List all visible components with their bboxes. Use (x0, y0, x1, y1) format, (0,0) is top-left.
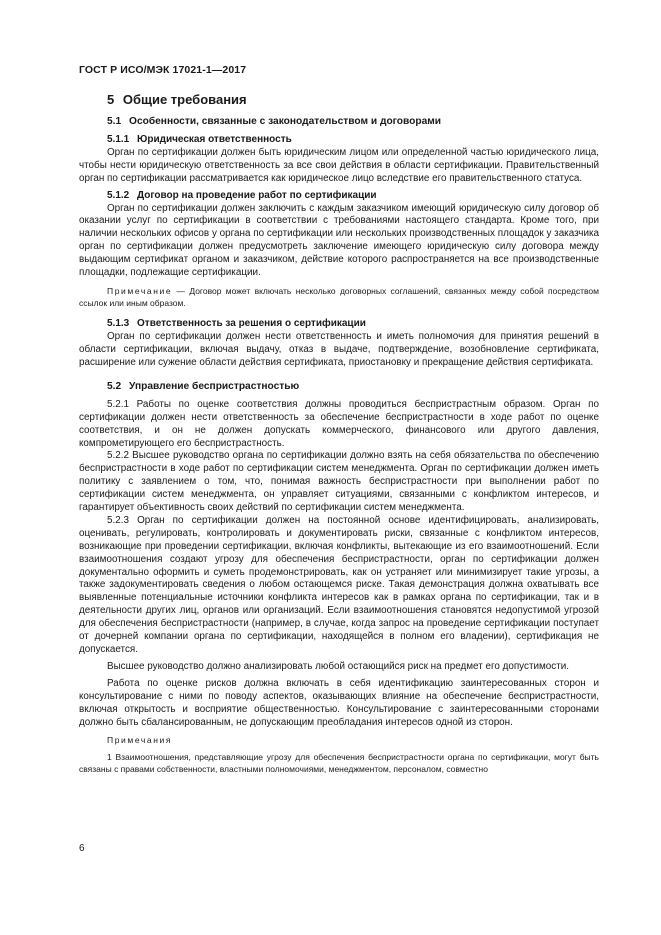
section-5-1-2-heading (107, 190, 599, 203)
paragraph: Высшее руководство должно анализировать любой остающийся риск на предмет его допустимости. (107, 660, 569, 672)
section-5-2-heading (107, 380, 599, 393)
note (79, 286, 599, 309)
note-label: Примечание (107, 285, 173, 296)
section-5-1-3-heading (107, 318, 599, 331)
note-text: — Договор может включать несколько договорных соглашений, связанных между собой посредством ссылок или иным образом. (79, 285, 599, 308)
section-title: Ответственность за решения о сертификации (137, 318, 366, 330)
paragraph: Орган по сертификации должен быть юридическим лицом или определенной частью юридического лица, чтобы нести юридическую ответственность за все свои действия в области сертификации. Правительственный орган по сертификации рассматривается как юридическое лицо вследствие его правительственного статуса. (79, 146, 599, 184)
section-title: Общие требования (122, 92, 247, 107)
page-number: 6 (79, 843, 85, 854)
section-number: 5 (107, 92, 115, 107)
section-number: 5.2 (107, 380, 122, 392)
paragraph: Работа по оценке рисков должна включать в себя идентификацию заинтересованных сторон и консультирование с ними по поводу аспектов, оказывающих влияние на обеспечение беспристрастности, включая открытость и восприятие общественностью. Консультирование с заинтересованными сторонами должно быть сбалансированным, не допускающим преобладания интересов одной из сторон. (79, 677, 599, 728)
paragraph: 5.2.1 Работы по оценке соответствия должны проводиться беспристрастным образом. Орган по сертификации должен нести ответственность за обеспечение беспристрастности в ходе работ по оценке соответствия, и он не должен допускать коммерческого, финансового или другого давления, компрометирующего его беспристрастность. (79, 398, 599, 449)
section-title: Особенности, связанные с законодательством и договорами (129, 116, 442, 127)
notes-heading (79, 735, 599, 747)
section-title: Управление беспристрастностью (129, 380, 300, 392)
document-header: ГОСТ Р ИСО/МЭК 17021-1—2017 (79, 64, 247, 76)
section-title: Юридическая ответственность (137, 134, 292, 145)
paragraph: 5.2.3 Орган по сертификации должен на постоянной основе идентифицировать, анализировать, оценивать, регулировать, контролировать и документировать риски, связанные с конфликтом интересов, возникающие при проведении сертификации, включая конфликты, вытекающие из его взаимоотношений. Если взаимоотношения создают угрозу для обеспечения беспристрастности, орган по сертификации должен документально оформить и суметь продемонстрировать, как он устраняет или минимизирует такие угрозы, а также задокументировать сведения о любом остающемся риске. Такая демонстрация должна охватывать все выявленные потенциальные источники конфликта интересов как в рамках органа по сертификации, так и в деятельности других лиц, органов или организаций. Если взаимоотношения становятся недопустимой угрозой для обеспечения беспристрастности (например, в случае, когда запрос на проведение сертификации поступает от дочерней компании органа по сертификации, находящейся в полном его владении), сертификация не допускается. (79, 514, 599, 655)
note: 1 Взаимоотношения, представляющие угрозу для обеспечения беспристрастности органа по сертификации, могут быть связаны с правами собственности, властными полномочиями, менеджментом, персоналом, совместно (79, 752, 599, 774)
section-5-1-1-heading (107, 134, 599, 147)
document-body (79, 91, 599, 775)
section-number: 5.1 (107, 116, 122, 127)
note-label: Примечания (107, 735, 173, 746)
section-title: Договор на проведение работ по сертификации (137, 189, 377, 201)
section-number: 5.1.1 (107, 134, 130, 145)
paragraph: Орган по сертификации должен заключить с каждым заказчиком имеющий юридическую силу договор об оказании услуг по сертификации в соответствии с требованиями настоящего стандарта. Кроме того, при наличии нескольких офисов у органа по сертификации или нескольких производственных площадок у заказчика орган по сертификации должен предусмотреть заключение имеющего юридическую силу договора между выдающим сертификат органом и заказчиком, действие которого распространяется на все производственные площадки, подлежащие сертификации. (79, 202, 599, 279)
section-5-heading (107, 91, 599, 109)
section-number: 5.1.2 (107, 189, 130, 201)
paragraph: Орган по сертификации должен нести ответственность и иметь полномочия для принятия решений в области сертификации, включая выдачу, отказ в выдаче, подтверждение, возобновление сертификата, расширение или сужение области действия сертификата, приостановку и прекращение действия сертификата. (79, 331, 599, 368)
paragraph: 5.2.2 Высшее руководство органа по сертификации должно взять на себя обязательства по обеспечению беспристрастности в ходе работ по сертификации систем менеджмента. Орган по сертификации должен иметь политику с заявлением о том, что, понимая важность беспристрастности при выполнении работ по сертификации систем менеджмента, он управляет ситуациями, связанными с конфликтом интересов, и гарантирует объективность своих действий по сертификации систем менеджмента. (79, 450, 599, 514)
section-5-1-heading (107, 115, 599, 128)
section-number: 5.1.3 (107, 318, 130, 330)
